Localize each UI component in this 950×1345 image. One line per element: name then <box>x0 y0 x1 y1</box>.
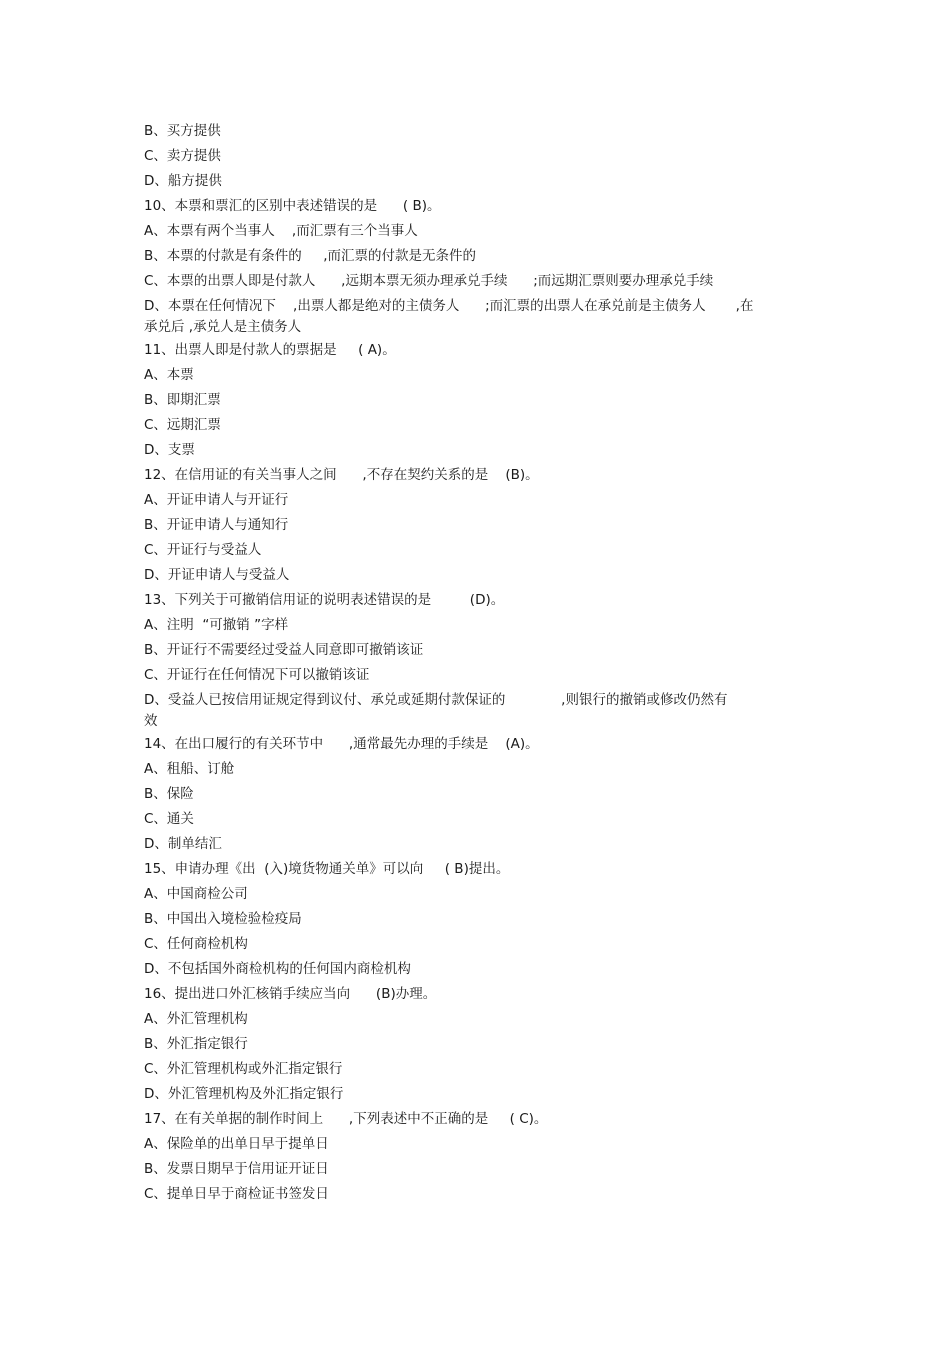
text-line: B、本票的付款是有条件的 ,而汇票的付款是无条件的 <box>144 248 477 264</box>
text-line: C、提单日早于商检证书签发日 <box>144 1186 329 1202</box>
text-line-continuation: 承兑后 ,承兑人是主债务人 <box>144 319 302 335</box>
text-line: 15、申请办理《出 (入)境货物通关单》可以向 ( B)提出。 <box>144 861 510 877</box>
text-line: C、外汇管理机构或外汇指定银行 <box>144 1061 343 1077</box>
text-line: A、开证申请人与开证行 <box>144 492 289 508</box>
text-line: 13、下列关于可撤销信用证的说明表述错误的是 (D)。 <box>144 592 505 608</box>
text-line: A、外汇管理机构 <box>144 1011 248 1027</box>
text-line: D、制单结汇 <box>144 836 222 852</box>
text-line: D、船方提供 <box>144 173 222 189</box>
text-line: C、远期汇票 <box>144 417 221 433</box>
text-line: 11、出票人即是付款人的票据是 ( A)。 <box>144 342 396 358</box>
text-line: A、注明 “可撤销 ”字样 <box>144 617 289 633</box>
text-line: A、本票 <box>144 367 194 383</box>
text-line: D、支票 <box>144 442 195 458</box>
text-line: D、本票在任何情况下 ,出票人都是绝对的主债务人 ;而汇票的出票人在承兑前是主债务人 ,在 <box>144 298 754 314</box>
text-line: C、本票的出票人即是付款人 ,远期本票无须办理承兑手续 ;而远期汇票则要办理承兑手续 <box>144 273 714 289</box>
text-line: B、保险 <box>144 786 194 802</box>
text-line: 17、在有关单据的制作时间上 ,下列表述中不正确的是 ( C)。 <box>144 1111 548 1127</box>
text-line: C、开证行与受益人 <box>144 542 262 558</box>
text-line: B、开证申请人与通知行 <box>144 517 289 533</box>
text-line: B、买方提供 <box>144 123 221 139</box>
text-line: B、即期汇票 <box>144 392 221 408</box>
text-line: D、开证申请人与受益人 <box>144 567 290 583</box>
text-line: 14、在出口履行的有关环节中 ,通常最先办理的手续是 (A)。 <box>144 736 539 752</box>
text-line: C、卖方提供 <box>144 148 221 164</box>
text-line: C、通关 <box>144 811 194 827</box>
text-line: C、开证行在任何情况下可以撤销该证 <box>144 667 370 683</box>
text-line: A、中国商检公司 <box>144 886 248 902</box>
text-line: B、开证行不需要经过受益人同意即可撤销该证 <box>144 642 424 658</box>
text-line: C、任何商检机构 <box>144 936 248 952</box>
text-line: A、租船、订舱 <box>144 761 235 777</box>
text-line: 10、本票和票汇的区别中表述错误的是 ( B)。 <box>144 198 441 214</box>
text-line: B、发票日期早于信用证开证日 <box>144 1161 329 1177</box>
text-line: D、外汇管理机构及外汇指定银行 <box>144 1086 344 1102</box>
text-line: 12、在信用证的有关当事人之间 ,不存在契约关系的是 (B)。 <box>144 467 539 483</box>
text-line: 16、提出进口外汇核销手续应当向 (B)办理。 <box>144 986 437 1002</box>
text-line: D、受益人已按信用证规定得到议付、承兑或延期付款保证的 ,则银行的撤销或修改仍然有 <box>144 692 728 708</box>
text-line: D、不包括国外商检机构的任何国内商检机构 <box>144 961 411 977</box>
exam-question-list <box>144 119 814 1207</box>
text-line: A、保险单的出单日早于提单日 <box>144 1136 329 1152</box>
text-line: A、本票有两个当事人 ,而汇票有三个当事人 <box>144 223 418 239</box>
text-line: B、中国出入境检验检疫局 <box>144 911 302 927</box>
text-line-continuation: 效 <box>144 713 158 729</box>
text-line: B、外汇指定银行 <box>144 1036 248 1052</box>
